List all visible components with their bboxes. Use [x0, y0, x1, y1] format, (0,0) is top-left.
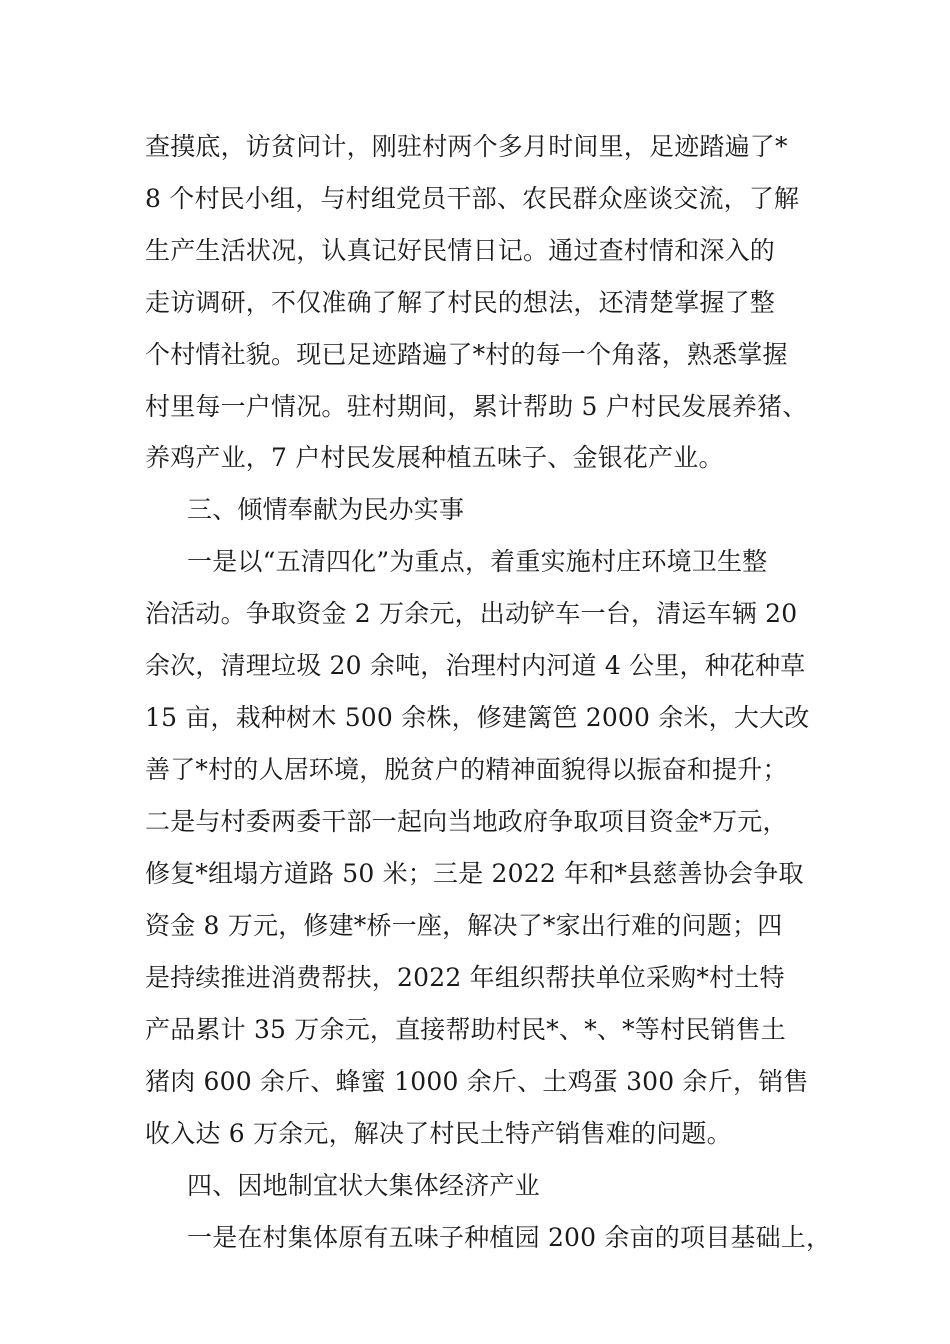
- body-text-line: 查摸底，访贫问计，刚驻村两个多月时间里，足迹踏遍了*: [145, 132, 788, 161]
- body-text-line: 8 个村民小组，与村组党员干部、农民群众座谈交流，了解: [145, 184, 800, 213]
- body-text-line: 是持续推进消费帮扶，2022 年组织帮扶单位采购*村土特: [145, 963, 785, 992]
- body-text-line: 养鸡产业，7 户村民发展种植五味子、金银花产业。: [145, 443, 724, 472]
- paragraph-first-line: 一是在村集体原有五味子种植园 200 余亩的项目基础上，: [187, 1223, 832, 1252]
- body-text-line: 15 亩，栽种树木 500 余株，修建篱笆 2000 余米，大大改: [145, 703, 810, 732]
- body-text-line: 治活动。争取资金 2 万余元，出动铲车一台，清运车辆 20: [145, 599, 798, 628]
- section-heading: 三、倾情奉献为民办实事: [187, 495, 465, 524]
- body-text-line: 村里每一户情况。驻村期间，累计帮助 5 户村民发展养猪、: [145, 392, 808, 421]
- section-heading: 四、因地制宜状大集体经济产业: [187, 1171, 540, 1200]
- body-text-line: 生产生活状况，认真记好民情日记。通过查村情和深入的: [145, 236, 776, 265]
- body-text-line: 走访调研，不仅准确了解了村民的想法，还清楚掌握了整: [145, 288, 776, 317]
- body-text-line: 资金 8 万元，修建*桥一座，解决了*家出行难的问题；四: [145, 911, 783, 940]
- body-text-line: 余次，清理垃圾 20 余吨，治理村内河道 4 公里，种花种草: [145, 651, 806, 680]
- body-text-line: 猪肉 600 余斤、蜂蜜 1000 余斤、土鸡蛋 300 余斤，销售: [145, 1067, 809, 1096]
- body-text-line: 善了*村的人居环境，脱贫户的精神面貌得以振奋和提升；: [145, 755, 788, 784]
- paragraph-first-line: 一是以“五清四化”为重点，着重实施村庄环境卫生整: [187, 547, 768, 576]
- body-text-line: 收入达 6 万余元，解决了村民土特产销售难的问题。: [145, 1119, 732, 1148]
- body-text-line: 个村情社貌。现已足迹踏遍了*村的每一个角落，熟悉掌握: [145, 340, 788, 369]
- body-text-line: 产品累计 35 万余元，直接帮助村民*、*、*等村民销售土: [145, 1015, 787, 1044]
- body-text-line: 修复*组塌方道路 50 米；三是 2022 年和*县慈善协会争取: [145, 859, 804, 888]
- body-text-line: 二是与村委两委干部一起向当地政府争取项目资金*万元，: [145, 807, 788, 836]
